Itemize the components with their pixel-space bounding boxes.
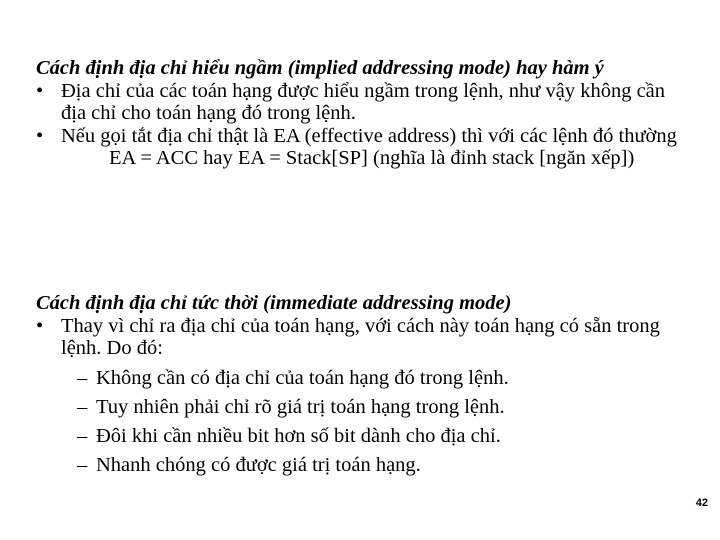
sub-item-text: Nhanh chóng có được giá trị toán hạng. bbox=[96, 453, 421, 476]
section-heading-implied: Cách định địa chỉ hiểu ngầm (implied addressing mode) hay hàm ý bbox=[36, 57, 604, 79]
sub-item-text: Không cần có địa chỉ của toán hạng đó trong lệnh. bbox=[96, 366, 509, 389]
section-implied-addressing bbox=[36, 57, 686, 170]
bullet-item bbox=[36, 315, 686, 360]
bullet-mark: • bbox=[36, 314, 44, 337]
sub-list-item bbox=[36, 393, 686, 422]
bullet-item bbox=[36, 125, 686, 148]
sub-list-item bbox=[36, 364, 686, 393]
dash-mark: – bbox=[77, 424, 88, 447]
section-immediate-addressing bbox=[36, 292, 686, 480]
dash-mark: – bbox=[77, 395, 88, 418]
sub-list bbox=[36, 364, 686, 480]
sub-list-item bbox=[36, 451, 686, 480]
bullet-item bbox=[36, 80, 686, 125]
bullet-text: Địa chỉ của các toán hạng được hiểu ngầm trong lệnh, như vậy không cần địa chỉ cho toán hạng đó trong lệnh. bbox=[61, 79, 666, 124]
bullet-text: Thay vì chỉ ra địa chỉ của toán hạng, với cách này toán hạng có sẵn trong lệnh. Do đó: bbox=[61, 314, 660, 359]
sub-item-text: Đôi khi cần nhiều bit hơn số bit dành cho địa chỉ. bbox=[96, 424, 501, 447]
sub-list-item bbox=[36, 422, 686, 451]
sub-item-text: Tuy nhiên phải chỉ rõ giá trị toán hạng trong lệnh. bbox=[96, 395, 505, 418]
dash-mark: – bbox=[77, 366, 88, 389]
page-number: 42 bbox=[695, 497, 708, 509]
bullet-mark: • bbox=[36, 124, 44, 147]
section-heading-immediate: Cách định địa chỉ tức thời (immediate addressing mode) bbox=[36, 292, 512, 314]
effective-address-formula: EA = ACC hay EA = Stack[SP] (nghĩa là đỉnh stack [ngăn xếp]) bbox=[109, 147, 635, 169]
bullet-mark: • bbox=[36, 79, 44, 102]
dash-mark: – bbox=[77, 453, 88, 476]
bullet-text: Nếu gọi tắt địa chỉ thật là EA (effective address) thì với các lệnh đó thường bbox=[61, 124, 677, 147]
